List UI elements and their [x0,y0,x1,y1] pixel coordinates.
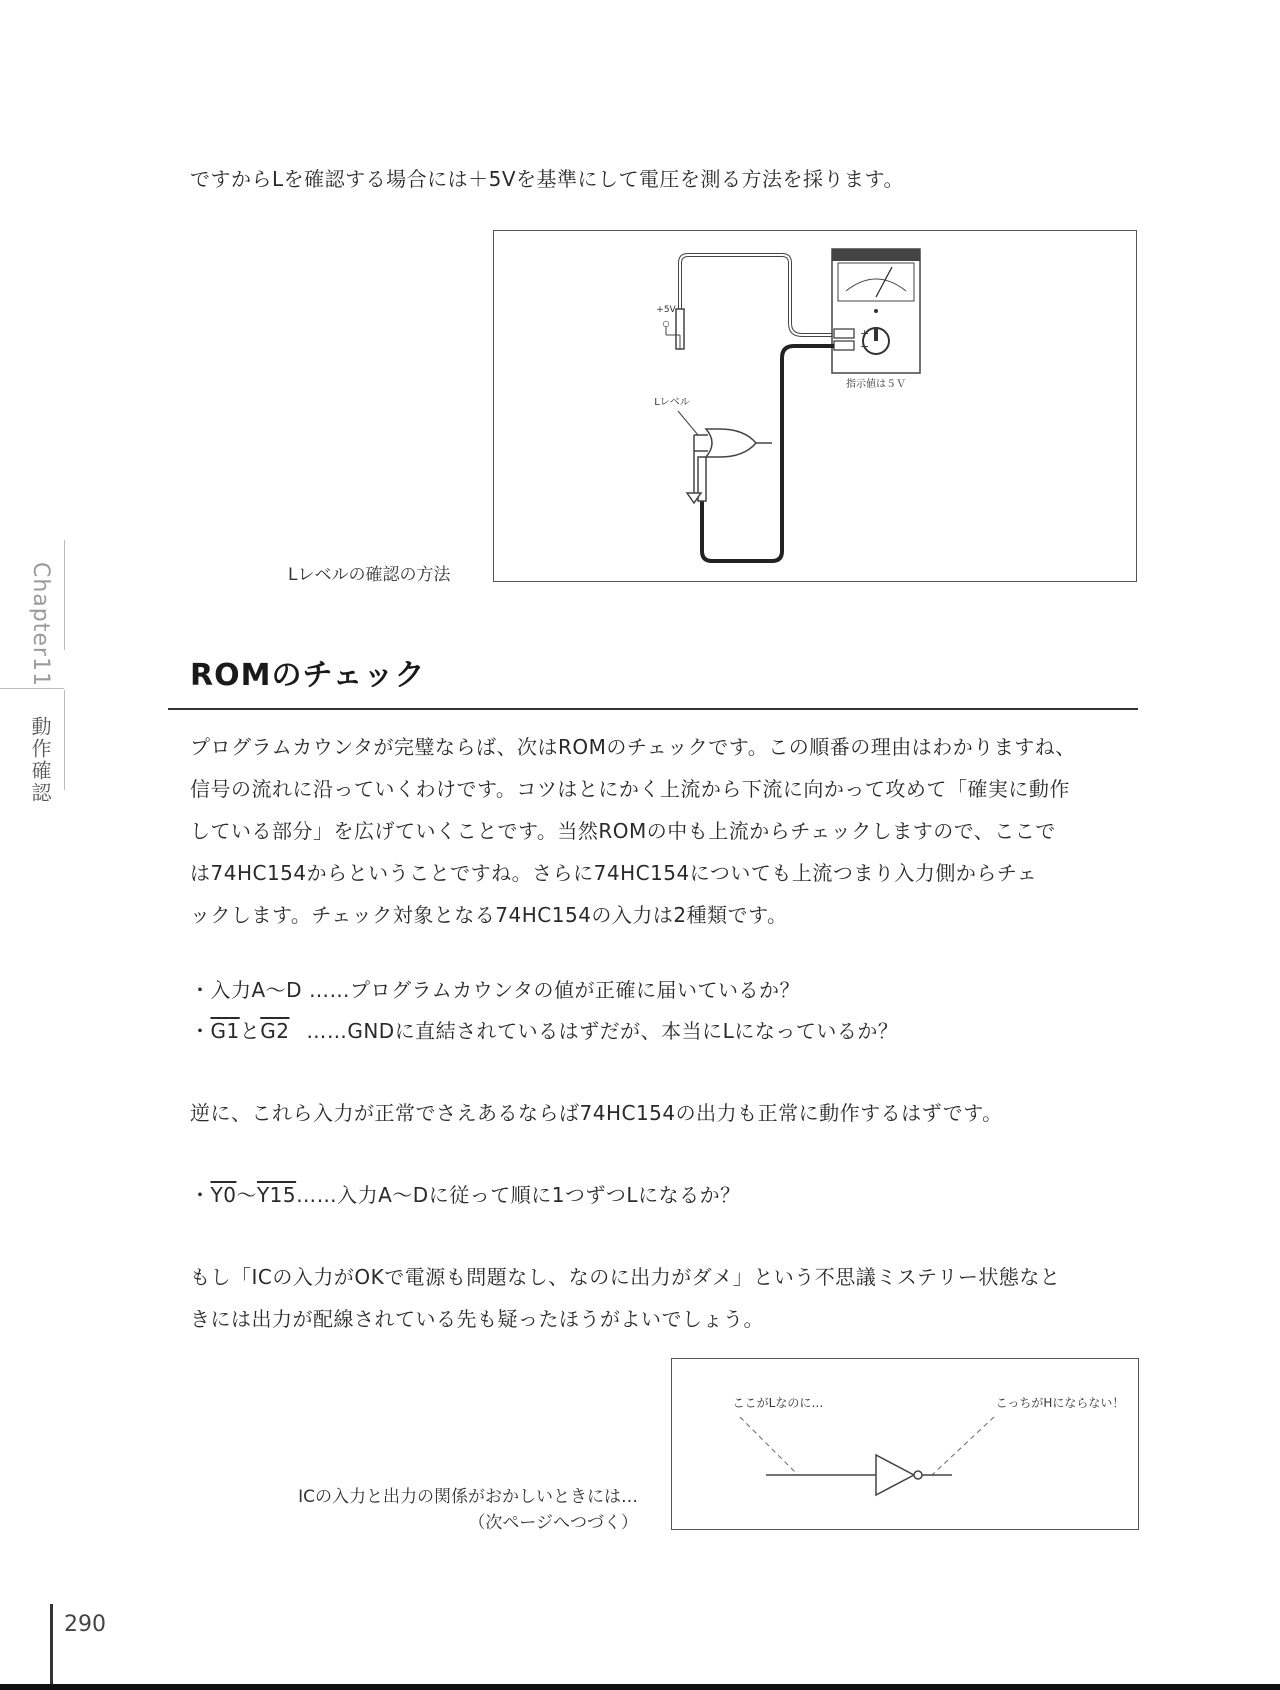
paragraph-line: プログラムカウンタが完璧ならば、次はROMのチェックです。この順番の理由はわかりますね、 [190,735,1076,759]
paragraph-line: 信号の流れに沿っていくわけです。コツはとにかく上流から下流に向かって攻めて「確実に動作 [190,777,1070,801]
paragraph-2: 逆に、これら入力が正常でさえあるならば74HC154の出力も正常に動作するはずです。 [190,1101,1003,1125]
section-heading: ROMのチェック [190,658,426,693]
bullet-text: ……入力A〜Dに従って順に1つずつLになるか？ [296,1183,741,1207]
figure2-caption-line1: ICの入力と出力の関係がおかしいときには… [298,1487,638,1507]
paragraph-1 [190,726,1076,936]
g1-signal: G1 [210,1019,240,1043]
l-level-check-diagram [494,231,1136,581]
bullet-y-outputs [190,1174,741,1216]
bullet-text: GNDに直結されているはずだが、本当にLになっているか？ [347,1019,899,1043]
paragraph-line: ックします。チェック対象となる74HC154の入力は2種類です。 [190,903,788,927]
bullet-text: プログラムカウンタの値が正確に届いているか？ [349,978,800,1002]
paragraph-3 [190,1256,1060,1340]
sidebar-divider [0,688,64,689]
bullet-leader: …… [306,1019,348,1043]
figure-ic-io [671,1358,1139,1530]
l-level-label: Lレベル [654,397,690,408]
paragraph-line: は74HC154からということですね。さらに74HC154についても上流つまり入力側からチェ [190,861,1038,885]
inverter-symbol [876,1455,914,1495]
heading-rule [168,708,1138,710]
svg-text:○: ○ [662,319,670,328]
bottom-edge [0,1684,1280,1690]
page-number-bar [50,1604,53,1690]
bullet-tilde: 〜 [236,1183,257,1207]
plus5v-label: +5V [656,305,676,315]
right-note: こっちがHにならない！ [995,1396,1125,1410]
sidebar-chapter: Chapter11 [28,562,53,687]
sidebar-rule-bottom [64,690,65,790]
bullet-prefix: ・ [190,1183,211,1207]
paragraph-line: もし「ICの入力がOKで電源も問題なし、なのに出力がダメ」という不思議ミステリー状態なと [190,1265,1061,1289]
y0-signal: Y0 [210,1183,237,1207]
inverter-diagram [672,1359,1138,1529]
figure1-caption: Lレベルの確認の方法 [288,565,451,585]
bullet-inputs [190,969,800,1011]
g2-signal: G2 [260,1019,290,1043]
minus-sign: − [860,340,870,353]
bullet-prefix: ・ [190,1019,211,1043]
page-number: 290 [64,1612,106,1637]
sidebar-rule-top [64,540,65,650]
meter-reading-label: 指示値は５Ｖ [846,379,906,390]
bullet-g1-g2 [190,1010,898,1052]
bullet-conjunction: と [239,1019,261,1043]
plus-sign: + [860,327,870,340]
sidebar-topic: 動作確認 [28,716,52,804]
left-note: ここがLなのに… [732,1396,824,1410]
bullet-prefix: ・入力A〜D …… [190,978,350,1002]
figure2-caption-line2: （次ページへつづく） [468,1513,638,1533]
intro-line: ですからLを確認する場合には＋5Vを基準にして電圧を測る方法を採ります。 [190,167,904,191]
y15-signal: Y15 [256,1183,297,1207]
figure-l-level-check [493,230,1137,582]
paragraph-line: している部分」を広げていくことです。当然ROMの中も上流からチェックしますので、ここで [190,819,1056,843]
paragraph-line: きには出力が配線されている先も疑ったほうがよいでしょう。 [190,1307,764,1331]
